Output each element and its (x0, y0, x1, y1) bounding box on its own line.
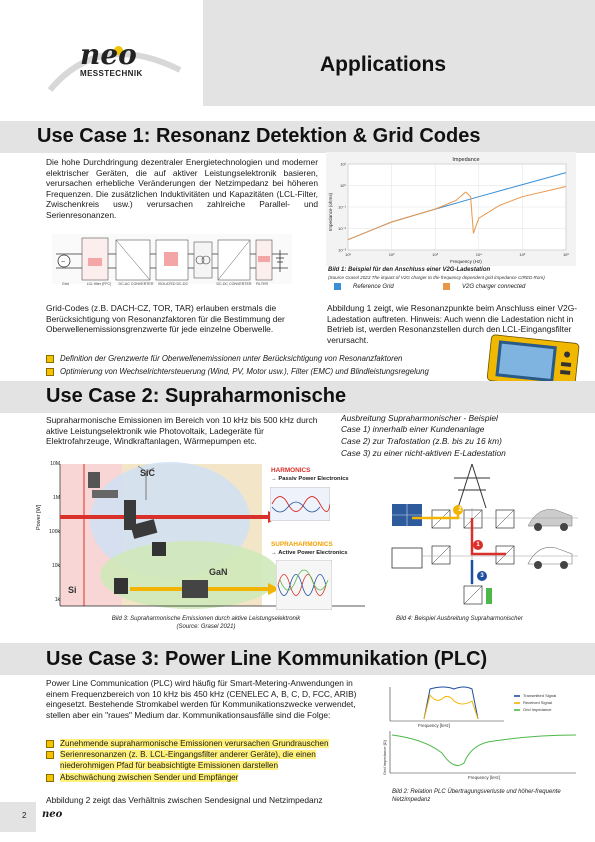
uc1-paragraph-1: Die hohe Durchdringung dezentraler Energietechnologien und moderner elektrischer Geräten, die auf aktiver Leistungselektronik basieren, verursachen erhebliche Veränderungen der Netzimpedanz bei höheren Frequenzen. Die zusätzlichen Induktivitäten und Kapazitäten (LCL-Filter, Zwischenkreis usw.) verursachen zahlreiche Parallel- und Serienresonanzen. (46, 157, 318, 220)
propagation-diagram (388, 460, 583, 610)
bullet-marker (46, 355, 54, 363)
prop-marker-2: 2 (458, 507, 462, 513)
chart-y-tick: 10¹ (340, 161, 346, 167)
legend-swatch-reference (334, 283, 341, 290)
uc2-paragraph-1: Supraharmonische Emissionen im Bereich von 10 kHz bis 500 kHz durch aktive Leistungselektronik wie Photovoltaik, Ladegeräte für Elektrofahrzeuge, Windkraftanlagen, Wärmepumpen etc. (46, 415, 318, 447)
circuit-label-lcl: LCL filter (FFC) (86, 282, 112, 286)
y-tick: 10k (51, 563, 60, 569)
bullet-marker (46, 751, 54, 759)
fig3-caption: Bild 3: Supraharmonische Emissionen durch aktive Leistungselektronik (111, 616, 301, 622)
impedance-chart-panel (326, 152, 576, 266)
chart-y-tick: 10⁻¹ (338, 204, 346, 210)
fig1-caption: Bild 1: Beispiel für den Anschluss einer V2G-Ladestation (328, 267, 491, 273)
circuit-label-dcac: DC-AC CONVERTER (118, 282, 154, 286)
circuit-labels (52, 282, 292, 296)
chart-x-tick: 10³ (432, 252, 439, 257)
uc1-bullet-2 (46, 367, 429, 376)
chart-title: Impedance (452, 157, 480, 163)
uc3-bullet-3-text: Abschwächung zwischen Sender und Empfänger (60, 773, 239, 782)
plc-legend-transmitted: Transmitted Signal (523, 693, 557, 698)
region-gan: GaN (209, 567, 228, 577)
uc2-cases-title: Ausbreitung Supraharmonischer - Beispiel (341, 413, 498, 423)
circuit-label-grid: Grid (62, 282, 69, 286)
uc3-bullet-2-text: Serienresonanzen (z. B. LCL-Eingangsfilter anderer Geräte), die einen (60, 750, 316, 759)
plc-bottom-ylabel: Grid Impedance [Ω] (382, 740, 387, 775)
legend-swatch-v2g (443, 283, 450, 290)
uc1-heading: Use Case 1: Resonanz Detektion & Grid Codes (37, 125, 481, 147)
bullet-marker (46, 774, 54, 782)
bullet-marker (46, 368, 54, 376)
chart-ylabel: Impedance (ohms) (328, 192, 333, 232)
bullet-marker (46, 740, 54, 748)
footer-band (0, 802, 36, 832)
impedance-chart (326, 152, 576, 266)
y-axis-ticks (40, 460, 62, 610)
fig3-source: (Source: Grasel 2021) (176, 624, 236, 630)
uc3-heading: Use Case 3: Power Line Kommunikation (PLC) (46, 648, 488, 670)
uc3-bullet-2-cont (60, 761, 278, 770)
circuit-label-dcdc: DC-DC CONVERTER (216, 282, 252, 286)
uc3-paragraph-1: Power Line Communication (PLC) wird häufig für Smart-Metering-Anwendungen in einem Frequenzbereich von 10 kHz bis 450 kHz (CENELEC A, B, C, D, FCC, ARIB) eingesetzt. Bestehende Stromkabel werden für Kommunikationszwecke verwendet, stellen aber ein "raues" Medium dar. Kommunikationsausfälle sind die Folge: (46, 678, 357, 720)
uc3-bullet-2-cont-text: niederohmigen Pfad für beabsichtigte Emissionen darstellen (60, 761, 279, 770)
logo-subtitle: MESSTECHNIK (80, 69, 143, 78)
uc3-bullet-1-text: Zunehmende supraharmonische Emissionen verursachen Grundrauschen (60, 739, 329, 748)
legend-label-reference: Reference Grid (353, 283, 394, 290)
y-axis-label: Power [W] (36, 504, 42, 530)
chart-x-tick: 10⁴ (475, 252, 482, 257)
uc1-paragraph-3: Abbildung 1 zeigt, wie Resonanzpunkte beim Anschluss einer V2G-Ladestation auftreten. Hinweis: Auch wenn die Ladestation nicht in Betrieb ist, werden Resonanzstellen durch den LCL-Eingangsfilter verursacht. (327, 303, 577, 345)
supraharmonics-title: SUPRAHARMONICS (271, 541, 333, 548)
harmonics-subtitle: → Passiv Power Electronics (271, 476, 349, 482)
chart-x-tick: 10¹ (345, 252, 351, 257)
plc-top-xlabel: Frequency [kHz] (418, 723, 450, 728)
region-si: Si (68, 585, 77, 595)
svg-text:~: ~ (61, 259, 66, 266)
chart-xlabel: Frequency (Hz) (450, 259, 482, 264)
uc1-bullet-2-text: Optimierung von Wechselrichtersteuerung (Wind, PV, Motor usw.), Filter (EMC) und Blindleistungsregelung (60, 367, 429, 376)
uc1-paragraph-2: Grid-Codes (z.B. DACH-CZ, TOR, TAR) erlauben erstmals die Berücksichtigung von Resonanzfaktoren für die Bestimmung der Oberwellenemissionsgrenzwerte für jede einzelne Oberwelle. (46, 303, 285, 335)
circuit-label-iso: ISOLATED DC-DC (157, 282, 189, 286)
fig1-legend-reference (334, 283, 394, 290)
prop-marker-3: 3 (480, 573, 484, 579)
uc3-bullet-2 (46, 750, 316, 759)
chart-y-tick: 10⁻³ (338, 247, 346, 253)
region-sic: SiC (140, 468, 156, 478)
plc-legend-grid: Grid Impedance (523, 707, 552, 712)
fig1-source: (Source Grasel 2023 The impact of V2G charger to the frequency dependent grid impedance CIRED Rom) (328, 275, 545, 280)
circuit-label-filter: FILTER (256, 282, 269, 286)
harmonics-scope-screenshot (270, 487, 330, 521)
fig2-caption: Bild 2: Relation PLC Übertragungsverluste und höher-frequente Netzimpedanz (392, 789, 561, 803)
fig4-caption: Bild 4: Beispiel Ausbreitung Supraharmonischer (396, 616, 523, 622)
footer-logo: neo (42, 809, 63, 820)
uc2-heading: Use Case 2: Supraharmonische (46, 385, 347, 407)
y-tick: 10M (50, 461, 60, 467)
y-tick: 1k (54, 597, 60, 603)
uc3-paragraph-2: Abbildung 2 zeigt das Verhältnis zwischen Sendesignal und Netzimpedanz (46, 795, 323, 805)
y-tick: 100k (49, 529, 60, 535)
chart-y-tick: 10⁰ (339, 183, 346, 188)
supraharmonics-scope-screenshot (276, 560, 332, 610)
uc3-bullet-3 (46, 773, 238, 782)
uc1-bullet-1-text: Definition der Grenzwerte für Oberwellenemissionen unter Berücksichtigung von Resonanzfaktoren (60, 354, 403, 363)
uc2-case-2: Case 2) zur Trafostation (z.B. bis zu 16 km) (341, 436, 502, 446)
chart-x-tick: 10² (388, 252, 395, 257)
plc-bottom-xlabel: Frequency [kHz] (468, 775, 500, 780)
harmonics-title: HARMONICS (271, 467, 311, 474)
uc2-case-3: Case 3) zu einer nicht-aktiven E-Ladestation (341, 448, 506, 458)
y-tick: 1M (53, 495, 60, 501)
chart-x-tick: 10⁵ (519, 252, 526, 257)
page-number: 2 (22, 811, 27, 820)
legend-label-v2g: V2G charger connected (462, 283, 526, 290)
logo: neo (80, 38, 137, 71)
plc-legend-received: Received Signal (523, 700, 552, 705)
fig1-legend-v2g (443, 283, 525, 290)
prop-marker-1: 1 (476, 542, 480, 548)
uc1-bullet-1 (46, 354, 402, 363)
uc2-case-1: Case 1) innerhalb einer Kundenanlage (341, 424, 485, 434)
uc3-bullet-1 (46, 739, 329, 748)
supraharmonics-subtitle: → Active Power Electronics (271, 550, 348, 556)
chart-y-tick: 10⁻² (338, 226, 346, 231)
chart-x-tick: 10⁶ (562, 252, 570, 257)
page-title: Applications (320, 53, 447, 76)
